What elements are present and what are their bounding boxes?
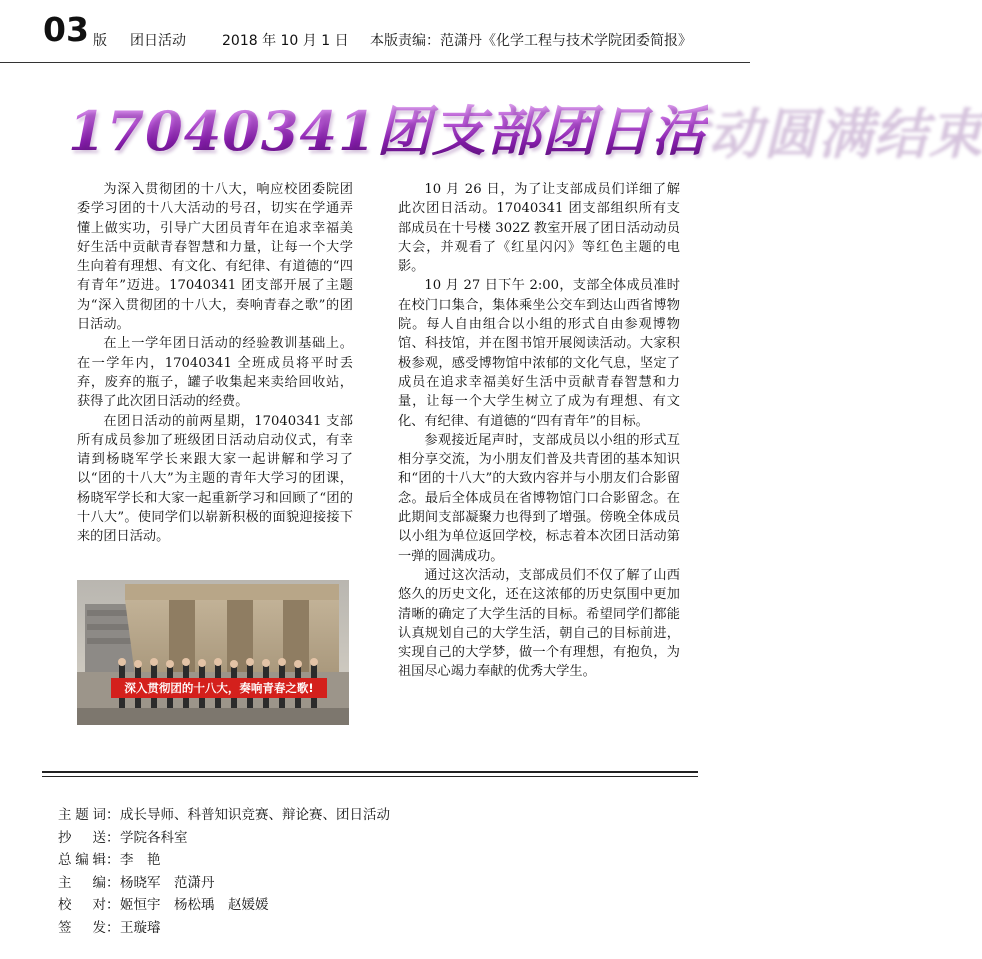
page-header [0, 0, 750, 62]
colophon-key: 主编 [58, 874, 106, 891]
article-right-column [398, 180, 680, 682]
group-photo [77, 580, 349, 725]
paragraph: 参观接近尾声时，支部成员以小组的形式互相分享交流，为小朋友们普及共青团的基本知识和“团的十八大”的大致内容并与小朋友们合影留念。最后全体成员在省博物馆门口合影留念。在此期间支部凝聚力也得到了增强。傍晚全体成员以小组为单位返回学校，标志着本次团日活动第一弹的圆满成功。 [398, 432, 680, 564]
paragraph: 通过这次活动，支部成员们不仅了解了山西悠久的历史文化，还在这浓郁的历史氛围中更加清晰的确定了大学生活的目标。希望同学们都能认真规划自己的大学生活，朝自己的目标前进，实现自己的大学梦，做一个有理想，有抱负，为祖国尽心竭力奉献的优秀大学生。 [398, 567, 680, 680]
colon: ： [106, 852, 120, 869]
section-name: 团日活动 [130, 33, 186, 49]
colon: ： [106, 919, 120, 936]
header-divider [0, 62, 750, 63]
colophon-value: 学院各科室 [120, 829, 188, 846]
colophon-value: 成长导师、科普知识竞赛、辩论赛、团日活动 [120, 807, 390, 823]
issue-date: 2018 年 10 月 1 日 [222, 33, 349, 49]
colophon-row [58, 827, 390, 850]
article-title: 17040341团支部团日活动圆满结束 [68, 96, 708, 166]
colophon-row [58, 804, 390, 827]
paragraph: 在上一学年团日活动的经验教训基础上。在一学年内，17040341 全班成员将平时丢弃，废弃的瓶子，罐子收集起来卖给回收站，获得了此次团日活动的经费。 [77, 336, 353, 410]
footer-divider-thin [42, 776, 698, 777]
colophon-value: 王璇璿 [120, 919, 161, 936]
issue-number: 03 [43, 10, 89, 49]
footer-divider-thick [42, 771, 698, 773]
colophon-row [58, 849, 390, 872]
paragraph: 10 月 27 日下午 2:00，支部全体成员准时在校门口集合，集体乘坐公交车到达山西省博物院。每人自由组合以小组的形式自由参观博物馆、科技馆，并在图书馆开展阅读活动。大家积极参观，感受博物馆中浓郁的文化气息，坚定了成员在追求幸福美好生活中贡献青春智慧和力量，让每一个大学生树立了成为有理想、有文化、有纪律、有道德的“四有青年”的目标。 [398, 278, 680, 429]
colon: ： [106, 807, 120, 823]
paragraph: 为深入贯彻团的十八大，响应校团委院团委学习团的十八大活动的号召，切实在学通弄懂上做实功，引导广大团员青年在追求幸福美好生活中贡献青春智慧和力量，让每一个大学生向着有理想、有文化、有纪律、有道德的“四有青年”迈进。17040341 团支部开展了主题为“深入贯彻团的十八大，奏响青春之歌”的团日活动。 [77, 182, 353, 333]
paragraph: 在团日活动的前两星期，17040341 支部所有成员参加了班级团日活动启动仪式，有幸请到杨晓军学长来跟大家一起讲解和学习了以“团的十八大”为主题的青年大学习的团课，杨晓军学长和大家一起重新学习和回顾了“团的十八大”。使同学们以崭新积极的面貌迎接接下来的团日活动。 [77, 413, 353, 545]
colon: ： [106, 829, 120, 846]
article-left-column [77, 180, 353, 547]
colon: ： [106, 897, 120, 914]
colophon-row [58, 894, 390, 917]
colophon-key: 校对 [58, 897, 106, 914]
colophon-row [58, 917, 390, 940]
colophon-row [58, 872, 390, 895]
paragraph: 10 月 26 日，为了让支部成员们详细了解此次团日活动。17040341 团支部组织所有支部成员在十号楼 302Z 教室开展了团日活动动员大会，并观看了《红星闪闪》等红色主题的电影。 [398, 182, 680, 275]
editor-credit: 本版责编：范潇丹《化学工程与技术学院团委简报》 [370, 33, 692, 49]
colophon-key: 抄送 [58, 829, 106, 846]
colophon-key: 签发 [58, 919, 106, 936]
photo-banner-text: 深入贯彻团的十八大，奏响青春之歌! [124, 681, 314, 695]
colophon-value: 李 艳 [120, 852, 161, 869]
colon: ： [106, 874, 120, 891]
colophon-key: 总编辑 [58, 852, 106, 869]
colophon-value: 杨晓军 范潇丹 [120, 874, 215, 891]
colophon-key: 主题词 [58, 807, 106, 823]
issue-unit: 版 [93, 33, 107, 49]
colophon [58, 804, 390, 940]
colophon-value: 姬恒宇 杨松瑀 赵媛媛 [120, 897, 269, 914]
